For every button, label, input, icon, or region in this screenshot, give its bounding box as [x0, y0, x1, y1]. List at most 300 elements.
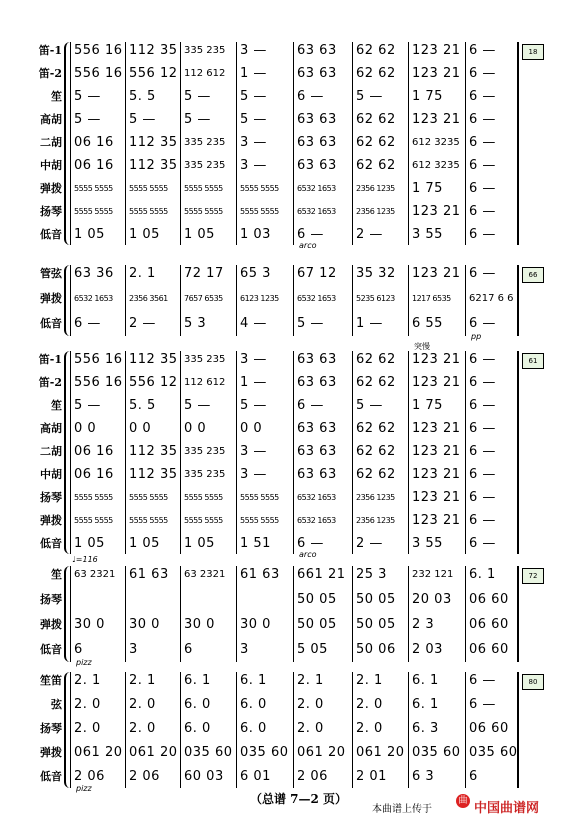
staff-row	[0, 201, 563, 223]
measure-notes: 5 —	[356, 398, 383, 413]
instrument-label: 二胡	[40, 136, 62, 149]
measure-notes: 06 60	[469, 617, 509, 632]
measure-notes: 5 —	[240, 112, 267, 127]
measure-notes: 62 62	[356, 421, 396, 436]
measure-notes: 3 55	[412, 536, 443, 551]
score-system	[0, 670, 563, 793]
instrument-label: 二胡	[40, 445, 62, 458]
staff-row	[0, 614, 563, 636]
instrument-label: 弹拨	[40, 746, 62, 759]
measure-notes: 6 —	[469, 352, 496, 367]
instrument-label: 扬琴	[40, 593, 62, 606]
measure-notes: 123 21	[412, 266, 461, 281]
measure-notes: 30 0	[129, 617, 160, 632]
measure-notes: 6 —	[469, 490, 496, 505]
instrument-label: 扬琴	[40, 205, 62, 218]
measure-notes: 63 2321	[74, 569, 116, 580]
measure-notes: 1 51	[240, 536, 271, 551]
instrument-label: 中胡	[40, 159, 62, 172]
measure-notes: 2 06	[74, 769, 105, 784]
measure-notes: 2. 1	[297, 673, 324, 688]
measure-notes: 335 235	[184, 160, 226, 171]
measure-notes: 112 35	[129, 467, 178, 482]
staff-row	[0, 372, 563, 394]
measure-notes: 1 05	[74, 536, 105, 551]
measure-notes: 2. 0	[74, 697, 101, 712]
staff-row	[0, 263, 563, 285]
measure-notes: 061 20	[129, 745, 178, 760]
measure-notes: 123 21	[412, 66, 461, 81]
measure-notes: 112 35	[129, 43, 178, 58]
measure-notes: 061 20	[356, 745, 405, 760]
measure-notes: 60 03	[184, 769, 224, 784]
measure-notes: 30 0	[184, 617, 215, 632]
measure-notes: 5555 5555	[129, 184, 168, 193]
instrument-label: 低音	[40, 770, 62, 783]
measure-notes: 62 62	[356, 352, 396, 367]
measure-notes: 6. 1	[412, 673, 439, 688]
measure-notes: 6	[469, 769, 478, 784]
instrument-label: 低音	[40, 317, 62, 330]
measure-notes: 6 —	[469, 43, 496, 58]
measure-notes: 62 62	[356, 66, 396, 81]
measure-notes: 6 —	[469, 181, 496, 196]
rehearsal-number: 18	[522, 44, 544, 60]
measure-notes: 5555 5555	[129, 516, 168, 525]
measure-notes: 6	[74, 642, 83, 657]
staff-row	[0, 395, 563, 417]
measure-notes: 20 03	[412, 592, 452, 607]
measure-notes: 63 63	[297, 467, 337, 482]
measure-notes: 2 —	[129, 316, 156, 331]
rehearsal-number: 80	[522, 674, 544, 690]
instrument-label: 弹拨	[40, 514, 62, 527]
measure-notes: 5555 5555	[184, 493, 223, 502]
measure-notes: 6. 0	[240, 697, 267, 712]
measure-notes: 0 0	[74, 421, 97, 436]
measure-notes: 061 20	[74, 745, 123, 760]
measure-notes: 3 —	[240, 467, 267, 482]
measure-notes: 232 121	[412, 569, 454, 580]
measure-notes: 61 63	[129, 567, 169, 582]
measure-notes: 6532 1653	[297, 493, 336, 502]
measure-notes: 2 —	[356, 227, 383, 242]
measure-notes: 6532 1653	[297, 516, 336, 525]
staff-row	[0, 487, 563, 509]
measure-notes: 6 —	[297, 227, 324, 242]
measure-notes: 63 63	[297, 444, 337, 459]
measure-notes: 6. 3	[412, 721, 439, 736]
measure-notes: 6 —	[469, 398, 496, 413]
measure-notes: 5 —	[184, 112, 211, 127]
measure-notes: 6 —	[297, 89, 324, 104]
measure-notes: 62 62	[356, 135, 396, 150]
instrument-label: 笛-1	[38, 44, 62, 57]
measure-notes: 035 60	[240, 745, 289, 760]
measure-notes: 06 16	[74, 467, 114, 482]
measure-notes: 63 63	[297, 421, 337, 436]
measure-notes: 6. 0	[184, 697, 211, 712]
measure-notes: 6 —	[469, 421, 496, 436]
measure-notes: 6 55	[412, 316, 443, 331]
measure-notes: 6 —	[469, 66, 496, 81]
staff-row	[0, 40, 563, 62]
measure-notes: 335 235	[184, 45, 226, 56]
measure-notes: 6123 1235	[240, 294, 279, 303]
measure-notes: 06 60	[469, 592, 509, 607]
measure-notes: 3 —	[240, 43, 267, 58]
measure-notes: 123 21	[412, 490, 461, 505]
page-number: （总谱 7—2 页）	[250, 792, 348, 806]
measure-notes: 2. 1	[129, 673, 156, 688]
measure-notes: 1 —	[240, 66, 267, 81]
measure-notes: 1 05	[129, 227, 160, 242]
measure-notes: 6532 1653	[74, 294, 113, 303]
measure-notes: 5 —	[356, 89, 383, 104]
measure-notes: 30 0	[240, 617, 271, 632]
measure-notes: 5 3	[184, 316, 207, 331]
measure-notes: 1 05	[74, 227, 105, 242]
measure-notes: 63 63	[297, 352, 337, 367]
measure-notes: 6 —	[469, 513, 496, 528]
measure-notes: 5. 5	[129, 398, 156, 413]
expression-mark: pizz	[76, 784, 92, 793]
measure-notes: 7657 6535	[184, 294, 223, 303]
measure-notes: 112 612	[184, 68, 226, 79]
measure-notes: 123 21	[412, 204, 461, 219]
staff-row	[0, 132, 563, 154]
instrument-label: 高胡	[40, 113, 62, 126]
measure-notes: 5555 5555	[74, 516, 113, 525]
measure-notes: 2 3	[412, 617, 435, 632]
instrument-label: 弹拨	[40, 182, 62, 195]
measure-notes: 2 06	[297, 769, 328, 784]
measure-notes: 1 —	[356, 316, 383, 331]
measure-notes: 5555 5555	[184, 184, 223, 193]
measure-notes: 123 21	[412, 375, 461, 390]
measure-notes: 6. 1	[469, 567, 496, 582]
staff-row	[0, 564, 563, 586]
measure-notes: 6 —	[469, 375, 496, 390]
staff-row	[0, 418, 563, 440]
measure-notes: 06 16	[74, 158, 114, 173]
measure-notes: 6 —	[469, 204, 496, 219]
instrument-label: 管弦	[40, 267, 62, 280]
instrument-label: 低音	[40, 643, 62, 656]
measure-notes: 112 35	[129, 352, 178, 367]
measure-notes: 112 35	[129, 158, 178, 173]
measure-notes: 5555 5555	[240, 184, 279, 193]
staff-row	[0, 349, 563, 371]
measure-notes: 62 62	[356, 375, 396, 390]
measure-notes: 5 —	[129, 112, 156, 127]
staff-row	[0, 742, 563, 764]
measure-notes: 4 —	[240, 316, 267, 331]
measure-notes: 0 0	[184, 421, 207, 436]
measure-notes: 612 3235	[412, 160, 460, 171]
measure-notes: 5555 5555	[240, 516, 279, 525]
measure-notes: 6 —	[74, 316, 101, 331]
instrument-label: 笙	[51, 399, 62, 412]
measure-notes: 50 06	[356, 642, 396, 657]
measure-notes: 6 —	[469, 444, 496, 459]
measure-notes: 6. 1	[184, 673, 211, 688]
instrument-label: 弦	[51, 698, 62, 711]
measure-notes: 1 75	[412, 398, 443, 413]
measure-notes: 035 60	[184, 745, 233, 760]
measure-notes: 1217 6535	[412, 294, 451, 303]
staff-row	[0, 510, 563, 532]
measure-notes: 2. 1	[129, 266, 156, 281]
measure-notes: 6 —	[469, 112, 496, 127]
measure-notes: 2. 0	[297, 721, 324, 736]
instrument-label: 笛-2	[38, 376, 62, 389]
measure-notes: 112 35	[129, 444, 178, 459]
tempo-marking: ♩=116	[72, 555, 98, 564]
measure-notes: 335 235	[184, 446, 226, 457]
score-system	[0, 40, 563, 250]
measure-notes: 6532 1653	[297, 184, 336, 193]
site-logo-icon: 曲	[456, 794, 470, 808]
measure-notes: 6532 1653	[297, 294, 336, 303]
measure-notes: 123 21	[412, 444, 461, 459]
staff-row	[0, 224, 563, 246]
staff-row	[0, 178, 563, 200]
measure-notes: 3	[240, 642, 249, 657]
measure-notes: 2 —	[356, 536, 383, 551]
score-system	[0, 555, 563, 667]
measure-notes: 0 0	[240, 421, 263, 436]
measure-notes: 06 16	[74, 444, 114, 459]
measure-notes: 62 62	[356, 467, 396, 482]
measure-notes: 2. 1	[74, 673, 101, 688]
measure-notes: 5 —	[184, 398, 211, 413]
measure-notes: 06 60	[469, 721, 509, 736]
instrument-label: 弹拨	[40, 292, 62, 305]
measure-notes: 63 63	[297, 158, 337, 173]
measure-notes: 2356 1235	[356, 516, 395, 525]
staff-row	[0, 670, 563, 692]
measure-notes: 5555 5555	[240, 493, 279, 502]
measure-notes: 5555 5555	[74, 207, 113, 216]
measure-notes: 3	[129, 642, 138, 657]
measure-notes: 612 3235	[412, 137, 460, 148]
staff-row	[0, 589, 563, 611]
measure-notes: 62 62	[356, 444, 396, 459]
measure-notes: 6 —	[469, 227, 496, 242]
measure-notes: 1 05	[129, 536, 160, 551]
measure-notes: 335 235	[184, 137, 226, 148]
measure-notes: 2. 0	[356, 697, 383, 712]
rehearsal-number: 72	[522, 568, 544, 584]
measure-notes: 2. 0	[129, 721, 156, 736]
measure-notes: 2. 0	[74, 721, 101, 736]
instrument-label: 笛-2	[38, 67, 62, 80]
expression-mark: arco	[299, 550, 317, 559]
upload-credit: 本曲谱上传于	[372, 804, 432, 815]
measure-notes: 556 16	[74, 43, 123, 58]
staff-row	[0, 533, 563, 555]
expression-mark: pp	[471, 332, 482, 341]
measure-notes: 3 —	[240, 135, 267, 150]
measure-notes: 06 60	[469, 642, 509, 657]
measure-notes: 6. 1	[412, 697, 439, 712]
measure-notes: 6. 1	[240, 673, 267, 688]
measure-notes: 62 62	[356, 158, 396, 173]
measure-notes: 5 —	[240, 398, 267, 413]
measure-notes: 67 12	[297, 266, 337, 281]
measure-notes: 63 63	[297, 43, 337, 58]
measure-notes: 5555 5555	[184, 207, 223, 216]
measure-notes: 123 21	[412, 43, 461, 58]
measure-notes: 2356 1235	[356, 184, 395, 193]
expression-mark: 突慢	[414, 342, 430, 351]
measure-notes: 6. 0	[184, 721, 211, 736]
measure-notes: 5555 5555	[74, 493, 113, 502]
instrument-label: 中胡	[40, 468, 62, 481]
measure-notes: 63 63	[297, 135, 337, 150]
measure-notes: 6 —	[469, 673, 496, 688]
score-system	[0, 342, 563, 559]
expression-mark: arco	[299, 241, 317, 250]
measure-notes: 556 16	[74, 352, 123, 367]
measure-notes: 63 63	[297, 66, 337, 81]
staff-row	[0, 288, 563, 310]
measure-notes: 2356 3561	[129, 294, 168, 303]
measure-notes: 6 —	[469, 697, 496, 712]
measure-notes: 2. 0	[356, 721, 383, 736]
instrument-label: 笙	[51, 90, 62, 103]
measure-notes: 5 —	[74, 112, 101, 127]
measure-notes: 2. 0	[129, 697, 156, 712]
measure-notes: 63 2321	[184, 569, 226, 580]
rehearsal-number: 61	[522, 353, 544, 369]
instrument-label: 弹拨	[40, 618, 62, 631]
measure-notes: 6 —	[469, 266, 496, 281]
measure-notes: 3 —	[240, 158, 267, 173]
measure-notes: 123 21	[412, 467, 461, 482]
measure-notes: 2. 0	[297, 697, 324, 712]
rehearsal-number: 66	[522, 267, 544, 283]
measure-notes: 1 —	[240, 375, 267, 390]
measure-notes: 556 12	[129, 66, 178, 81]
measure-notes: 1 75	[412, 181, 443, 196]
measure-notes: 5555 5555	[240, 207, 279, 216]
measure-notes: 6 —	[469, 316, 496, 331]
measure-notes: 35 32	[356, 266, 396, 281]
staff-row	[0, 63, 563, 85]
measure-notes: 2 03	[412, 642, 443, 657]
measure-notes: 62 62	[356, 112, 396, 127]
staff-row	[0, 86, 563, 108]
measure-notes: 2356 1235	[356, 207, 395, 216]
measure-notes: 6217 6 6	[469, 293, 514, 304]
measure-notes: 1 05	[184, 536, 215, 551]
measure-notes: 61 63	[240, 567, 280, 582]
measure-notes: 63 36	[74, 266, 114, 281]
measure-notes: 5. 5	[129, 89, 156, 104]
measure-notes: 6 3	[412, 769, 435, 784]
measure-notes: 123 21	[412, 513, 461, 528]
measure-notes: 6 01	[240, 769, 271, 784]
measure-notes: 5 —	[297, 316, 324, 331]
measure-notes: 2 06	[129, 769, 160, 784]
measure-notes: 123 21	[412, 352, 461, 367]
measure-notes: 50 05	[297, 617, 337, 632]
measure-notes: 035 60	[469, 745, 518, 760]
staff-row	[0, 441, 563, 463]
measure-notes: 6 —	[469, 89, 496, 104]
measure-notes: 556 16	[74, 66, 123, 81]
measure-notes: 3 —	[240, 352, 267, 367]
measure-notes: 2. 1	[356, 673, 383, 688]
measure-notes: 6 —	[469, 158, 496, 173]
measure-notes: 63 63	[297, 375, 337, 390]
measure-notes: 6 —	[469, 135, 496, 150]
measure-notes: 06 16	[74, 135, 114, 150]
measure-notes: 30 0	[74, 617, 105, 632]
staff-row	[0, 109, 563, 131]
measure-notes: 112 612	[184, 377, 226, 388]
measure-notes: 6 —	[469, 536, 496, 551]
measure-notes: 556 16	[74, 375, 123, 390]
expression-mark: pizz	[76, 658, 92, 667]
instrument-label: 低音	[40, 537, 62, 550]
measure-notes: 2 01	[356, 769, 387, 784]
measure-notes: 6. 0	[240, 721, 267, 736]
measure-notes: 63 63	[297, 112, 337, 127]
measure-notes: 62 62	[356, 43, 396, 58]
measure-notes: 061 20	[297, 745, 346, 760]
measure-notes: 335 235	[184, 354, 226, 365]
measure-notes: 1 03	[240, 227, 271, 242]
measure-notes: 1 75	[412, 89, 443, 104]
measure-notes: 50 05	[356, 617, 396, 632]
measure-notes: 035 60	[412, 745, 461, 760]
measure-notes: 5555 5555	[184, 516, 223, 525]
measure-notes: 50 05	[297, 592, 337, 607]
staff-row	[0, 155, 563, 177]
measure-notes: 6532 1653	[297, 207, 336, 216]
measure-notes: 0 0	[129, 421, 152, 436]
score-system	[0, 263, 563, 341]
measure-notes: 1 05	[184, 227, 215, 242]
measure-notes: 5555 5555	[74, 184, 113, 193]
measure-notes: 556 12	[129, 375, 178, 390]
measure-notes: 112 35	[129, 135, 178, 150]
measure-notes: 5 —	[240, 89, 267, 104]
staff-row	[0, 464, 563, 486]
measure-notes: 5 —	[74, 398, 101, 413]
measure-notes: 25 3	[356, 567, 387, 582]
measure-notes: 72 17	[184, 266, 224, 281]
instrument-label: 笛-1	[38, 353, 62, 366]
measure-notes: 2356 1235	[356, 493, 395, 502]
site-name[interactable]: 中国曲谱网	[474, 801, 540, 816]
measure-notes: 65 3	[240, 266, 271, 281]
measure-notes: 661 21	[297, 567, 346, 582]
measure-notes: 5 —	[74, 89, 101, 104]
measure-notes: 5235 6123	[356, 294, 395, 303]
measure-notes: 5555 5555	[129, 493, 168, 502]
instrument-label: 扬琴	[40, 491, 62, 504]
measure-notes: 3 —	[240, 444, 267, 459]
measure-notes: 123 21	[412, 112, 461, 127]
measure-notes: 5555 5555	[129, 207, 168, 216]
measure-notes: 123 21	[412, 421, 461, 436]
instrument-label: 扬琴	[40, 722, 62, 735]
measure-notes: 335 235	[184, 469, 226, 480]
